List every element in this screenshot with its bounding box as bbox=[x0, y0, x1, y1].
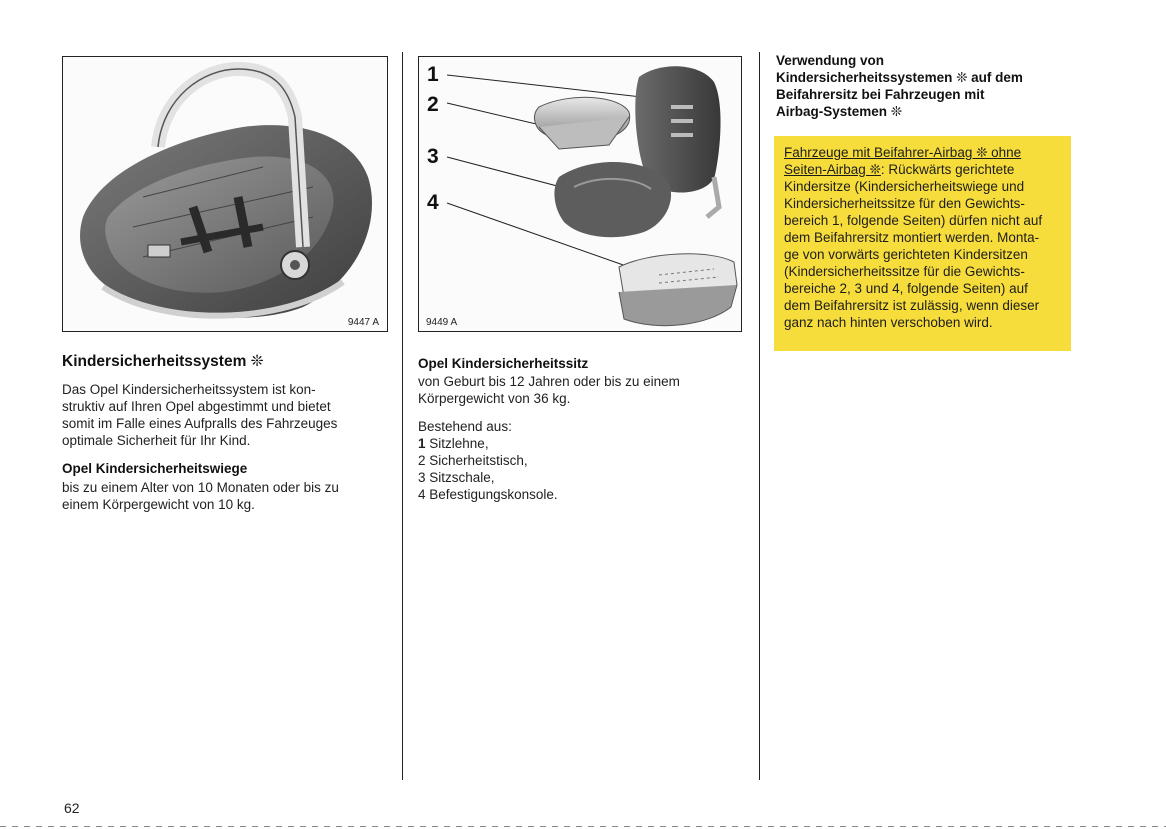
text-line: struktiv auf Ihren Opel abgestimmt und bietet bbox=[62, 399, 331, 414]
text-line: somit im Falle eines Aufpralls des Fahrzeuges bbox=[62, 416, 338, 431]
callout-1: 1 bbox=[427, 63, 439, 86]
figure-code: 9447 A bbox=[347, 317, 379, 328]
text-line: von Geburt bis 12 Jahren oder bis zu einem bbox=[418, 374, 680, 389]
figure-baby-carrier bbox=[62, 56, 388, 332]
callout-3: 3 bbox=[427, 145, 439, 168]
page-number: 62 bbox=[64, 800, 80, 816]
callout-2: 2 bbox=[427, 93, 439, 116]
consists-of-label: Bestehend aus: bbox=[418, 419, 512, 434]
baby-carrier-description bbox=[62, 479, 392, 513]
list-item: 1 Sitzlehne, bbox=[418, 436, 489, 451]
bottom-edge bbox=[0, 826, 1166, 827]
list-item: 2 Sicherheitstisch, bbox=[418, 453, 528, 468]
section-heading-child-safety-system: Kindersicherheitssystem ❊ bbox=[62, 353, 264, 370]
heading-line: Verwendung von bbox=[776, 53, 885, 68]
baby-carrier-illustration bbox=[63, 57, 387, 331]
heading-line: Airbag-Systemen ❊ bbox=[776, 104, 903, 119]
child-seat-exploded-illustration bbox=[419, 57, 741, 331]
text-line: optimale Sicherheit für Ihr Kind. bbox=[62, 433, 251, 448]
airbag-heading bbox=[776, 52, 1023, 120]
list-item: 3 Sitzschale, bbox=[418, 470, 495, 485]
warning-title-line-2: Seiten-Airbag ❊: Rückwärts gerichtete bbox=[784, 162, 1015, 177]
callout-4: 4 bbox=[427, 191, 439, 214]
text-line: Kindersicherheitssitze für den Gewichts- bbox=[784, 196, 1025, 211]
figure-child-seat bbox=[418, 56, 742, 332]
airbag-warning-box bbox=[774, 136, 1071, 351]
text-line: dem Beifahrersitz ist zulässig, wenn dieser bbox=[784, 298, 1040, 313]
heading-line: Kindersicherheitssystemen ❊ auf dem bbox=[776, 70, 1023, 85]
text-line: dem Beifahrersitz montiert werden. Monta- bbox=[784, 230, 1040, 245]
text-line: (Kindersicherheitssitze für die Gewichts- bbox=[784, 264, 1025, 279]
list-item: 4 Befestigungskonsole. bbox=[418, 487, 558, 502]
heading-line: Beifahrersitz bei Fahrzeugen mit bbox=[776, 87, 985, 102]
text-line: Körpergewicht von 36 kg. bbox=[418, 391, 571, 406]
column-divider-right bbox=[759, 52, 760, 780]
text-line: Das Opel Kindersicherheitssystem ist kon- bbox=[62, 382, 316, 397]
text-line: einem Körpergewicht von 10 kg. bbox=[62, 497, 255, 512]
text-line: bis zu einem Alter von 10 Monaten oder bis zu bbox=[62, 480, 339, 495]
child-seat-description bbox=[418, 373, 748, 407]
text-line: Kindersitze (Kindersicherheitswiege und bbox=[784, 179, 1025, 194]
text-line: ge von vorwärts gerichteten Kindersitzen bbox=[784, 247, 1028, 262]
figure-code: 9449 A bbox=[426, 317, 458, 328]
parts-list bbox=[418, 435, 558, 503]
warning-text bbox=[784, 144, 1065, 331]
warning-title: Fahrzeuge mit Beifahrer-Airbag ❊ ohne bbox=[784, 145, 1022, 160]
column-divider-left bbox=[402, 52, 403, 780]
text-line: ganz nach hinten verschoben wird. bbox=[784, 315, 993, 330]
subheading-child-seat: Opel Kindersicherheitssitz bbox=[418, 356, 589, 371]
text-line: bereich 1, folgende Seiten) dürfen nicht auf bbox=[784, 213, 1043, 228]
subheading-baby-carrier: Opel Kindersicherheitswiege bbox=[62, 461, 248, 476]
text-line: bereiche 2, 3 und 4, folgende Seiten) auf bbox=[784, 281, 1028, 296]
intro-paragraph bbox=[62, 381, 392, 449]
